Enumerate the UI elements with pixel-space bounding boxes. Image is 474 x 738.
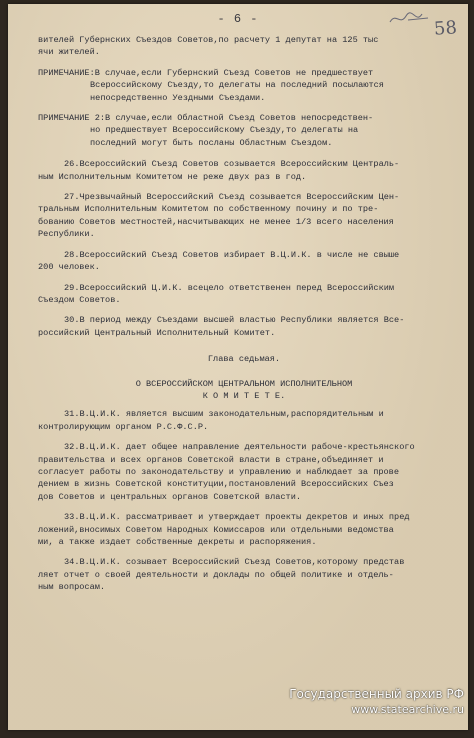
article-32-line: 32.В.Ц.И.К. дает общее направление деятельности рабоче-крестьянского <box>64 442 415 453</box>
article-32-line: правительства и всех органов Советской власти в стране,объединяет и <box>38 454 384 465</box>
article-34-line: ным вопросам. <box>38 582 106 593</box>
chapter-heading: К О М И Т Е Т Е. <box>202 390 286 401</box>
handwritten-scribble <box>388 10 432 28</box>
note-2-line: последний могут быть посланы Областным Съездом. <box>90 137 333 148</box>
watermark-url: www.statearchive.ru <box>351 703 464 716</box>
text-line: ячи жителей. <box>38 47 100 58</box>
article-31-line: 31.В.Ц.И.К. является высшим законодательным,распорядительным и <box>64 409 384 420</box>
article-30-line: 30.В период между Съездами высшей властью Республики является Все- <box>64 315 405 326</box>
article-32-line: согласует работы по законодательству и управлению и наблюдает за прове <box>38 466 399 477</box>
article-31-line: контролирующим органом Р.С.Ф.С.Р. <box>38 421 209 432</box>
archive-watermark <box>289 686 464 718</box>
article-32-line: дением в жизнь Советской конституции,постановлений Всероссийских Съез <box>38 479 394 490</box>
note-1-line: непосредственно Уездными Съездами. <box>90 92 266 103</box>
article-32-line: дов Советов и центральных органов Советской власти. <box>38 491 302 502</box>
chapter-title: Глава седьмая. <box>207 354 281 365</box>
article-27-line: тральным Исполнительным Комитетом по собственному почину и по тре- <box>38 204 379 215</box>
note-2-line: ПРИМЕЧАНИЕ 2:В случае,если Областной Съезд Советов непосредствен- <box>38 113 374 124</box>
article-30-line: российский Центральный Исполнительный Комитет. <box>38 327 276 338</box>
article-27-line: Республики. <box>38 229 95 240</box>
note-1-line: Всероссийскому Съезду,то делегаты на последний посылаются <box>90 80 384 91</box>
article-34-line: 34.В.Ц.И.К. созывает Всероссийский Съезд Советов,которому представ <box>64 557 405 568</box>
article-27-line: бованию Советов местностей,насчитывающих не менее 1/3 всего населения <box>38 216 394 227</box>
document-body <box>38 34 450 594</box>
text-line: вителей Губернских Съездов Советов,по расчету 1 депутат на 125 тыс <box>38 35 379 45</box>
note-1-line: ПРИМЕЧАНИЕ:В случае,если Губернский Съезд Советов не предшествует <box>38 67 374 78</box>
article-29-line: 29.Всероссийский Ц.И.К. всецело ответственен перед Всероссийским <box>64 282 395 293</box>
article-27-line: 27.Чрезвычайный Всероссийский Съезд созывается Всероссийским Цен- <box>64 192 400 203</box>
document-page <box>8 4 468 730</box>
article-28-line: 28.Всероссийский Съезд Советов избирает В.Ц.И.К. в числе не свыше <box>64 249 400 260</box>
article-28-line: 200 человек. <box>38 262 100 273</box>
article-26-line: ным Исполнительным Комитетом не реже двух раз в год. <box>38 171 307 182</box>
article-33-line: ложений,вносимых Советом Народных Комиссаров или отдельными ведомства <box>38 524 394 535</box>
handwritten-folio-number: 58 <box>433 17 458 40</box>
article-34-line: ляет отчет о своей деятельности и доклады по общей политике и отдель- <box>38 569 394 580</box>
watermark-name: Государственный архив РФ <box>289 687 464 701</box>
chapter-heading: О ВСЕРОССИЙСКОМ ЦЕНТРАЛЬНОМ ИСПОЛНИТЕЛЬНОМ <box>135 378 353 389</box>
article-26-line: 26.Всероссийский Съезд Советов созывается Всероссийским Централь- <box>64 159 400 170</box>
article-33-line: 33.В.Ц.И.К. рассматривает и утверждает проекты декретов и иных пред <box>64 512 410 523</box>
article-33-line: ми, а также издает собственные декреты и распоряжения. <box>38 537 317 547</box>
note-2-line: но предшествует Всероссийскому Съезду,то делегаты на <box>90 125 359 136</box>
page-number: - 6 - <box>217 12 259 26</box>
article-29-line: Съездом Советов. <box>38 294 121 305</box>
